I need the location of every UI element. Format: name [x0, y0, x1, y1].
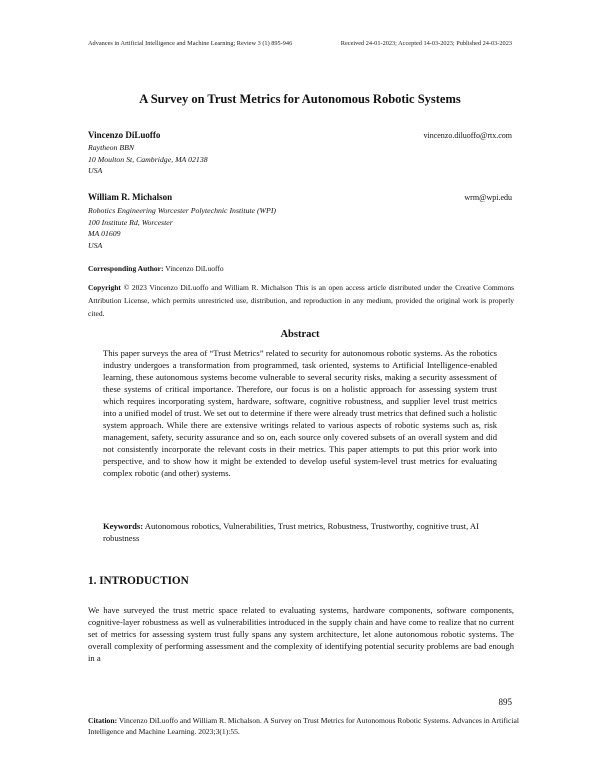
paper-title: A Survey on Trust Metrics for Autonomous Robotic Systems: [139, 92, 461, 106]
affiliation-line: 100 Institute Rd, Worcester: [88, 217, 173, 227]
affiliation-line: Robotics Engineering Worcester Polytechnic Institute (WPI): [88, 206, 277, 215]
citation: [88, 715, 524, 737]
section-heading-introduction: 1. INTRODUCTION: [88, 575, 189, 587]
affiliation-line: Raytheon BBN: [88, 143, 135, 152]
author-1-affiliation: [88, 142, 208, 177]
author-2-affiliation: [88, 205, 276, 251]
abstract-text: This paper surveys the area of “Trust Metrics” related to security for autonomous robotic systems. As the robotics industry undergoes a transformation from programmed, task oriented, systems to Artificial Intelligence-enabled learning, these autonomous systems become vulnerable to several security risks, making a security assessment of these systems of critical importance. Therefore, our focus is on a holistic approach for assessing system trust which requires incorporating system, hardware, software, cognitive robustness, and supplier level trust metrics into a unified model of trust. We set out to determine if there were already trust metrics that defined such a holistic system approach. While there are extensive writings related to various aspects of robotic systems such as, risk management, safety, security assurance and so on, each source only covered subsets of an overall system and did not consistently incorporate the relevant costs in their metrics. This paper attempts to put this prior work into perspective, and to show how it might be extended to develop useful system-level trust metrics for evaluating complex robotic (and other) systems.: [103, 348, 497, 478]
keywords: [103, 520, 497, 544]
corresponding-author: [88, 262, 224, 275]
copyright-text: © 2023 Vincenzo DiLuoffo and William R. Michalson This is an open access article distributed under the Creative Commons Attribution License, which permits unrestricted use, distribution, and reproduction in any medium, provided the original work is properly cited.: [88, 283, 515, 318]
citation-text: Vincenzo DiLuoffo and William R. Michalson. A Survey on Trust Metrics for Autonomous Robotic Systems. Advances in Artificial Intelligence and Machine Learning. 2023;3(1):55.: [88, 716, 520, 736]
author-2-name: William R. Michalson: [88, 192, 173, 202]
author-1-email[interactable]: vincenzo.diluoffo@rtx.com: [423, 131, 512, 140]
author-1-name: Vincenzo DiLuoffo: [88, 130, 161, 140]
affiliation-line: USA: [88, 166, 103, 175]
page-number: 895: [498, 697, 512, 707]
journal-header: Advances in Artificial Intelligence and Machine Learning; Review 3 (1) 895-946: [88, 40, 293, 47]
corresponding-name: Vincenzo DiLuoffo: [165, 264, 224, 273]
copyright-label: Copyright: [88, 283, 121, 292]
affiliation-line: MA 01609: [88, 229, 121, 238]
corresponding-label: Corresponding Author:: [88, 264, 164, 273]
dates-header: Received 24-01-2023; Accepted 14-03-2023; Published 24-03-2023: [340, 40, 512, 47]
keywords-label: Keywords:: [103, 521, 144, 531]
affiliation-line: 10 Moulton St, Cambridge, MA 02138: [88, 154, 208, 164]
author-2-email[interactable]: wrm@wpi.edu: [464, 193, 512, 202]
citation-label: Citation:: [88, 716, 118, 725]
keywords-text: Autonomous robotics, Vulnerabilities, Trust metrics, Robustness, Trustworthy, cognitive trust, AI robustness: [103, 521, 479, 543]
abstract-heading: Abstract: [280, 329, 320, 340]
introduction-text: We have surveyed the trust metric space related to evaluating systems, hardware components, software components, cognitive-layer robustness as well as vulnerabilities introduced in the supply chain and have come to realize that no current set of metrics for assessing system trust fully spans any system architecture, let alone autonomous robotic systems. The overall complexity of performing assessment and the complexity of identifying potential security problems are bad enough in a: [88, 605, 514, 663]
copyright-notice: [88, 281, 514, 320]
affiliation-line: USA: [88, 240, 103, 250]
